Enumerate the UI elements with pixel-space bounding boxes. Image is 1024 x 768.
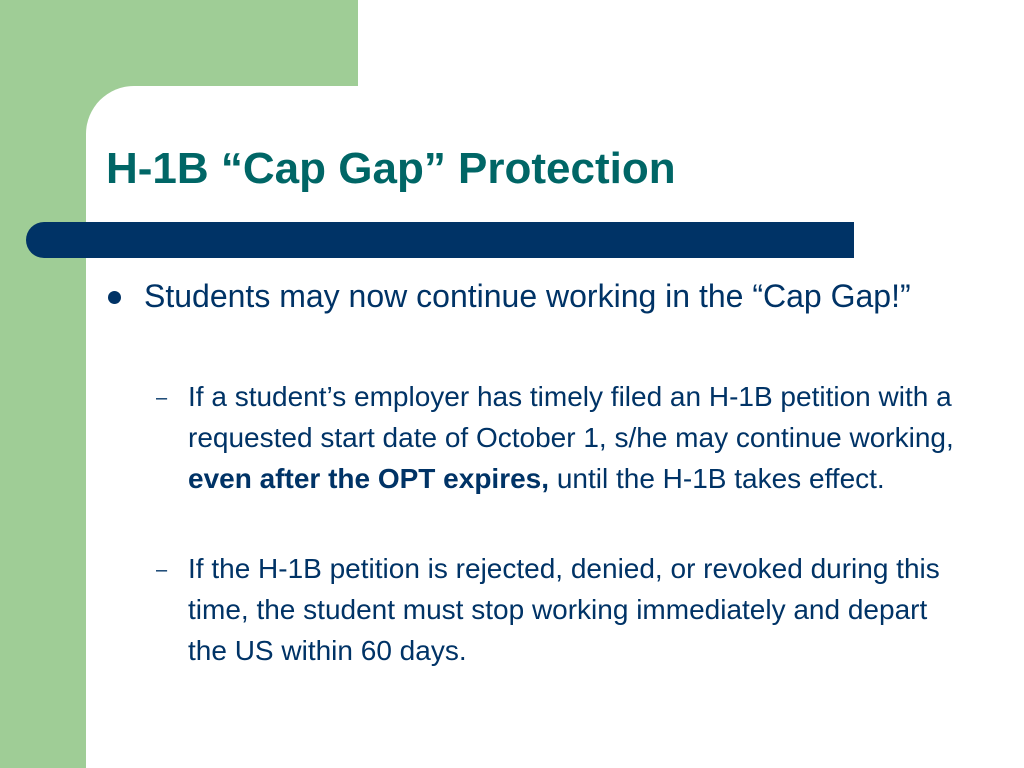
bullet-dot-icon <box>108 291 121 304</box>
bullet-level2-first <box>188 376 958 499</box>
bullet-level1: Students may now continue working in the “Cap Gap!” <box>144 278 911 314</box>
slide-title: H-1B “Cap Gap” Protection <box>106 144 676 193</box>
sub1-text-bold: even after the OPT expires, <box>188 463 550 494</box>
sub1-text-a: If a student’s employer has timely filed an H-1B petition with a requested start date of October 1, s/he may continue working, <box>188 381 954 453</box>
sub1-text-b: until the H-1B takes effect. <box>549 463 885 494</box>
dash-icon: – <box>156 559 168 581</box>
dash-icon: – <box>156 387 168 409</box>
bullet-level2-second: If the H-1B petition is rejected, denied, or revoked during this time, the student must stop working immediately and depart the US within 60 days. <box>188 553 940 666</box>
